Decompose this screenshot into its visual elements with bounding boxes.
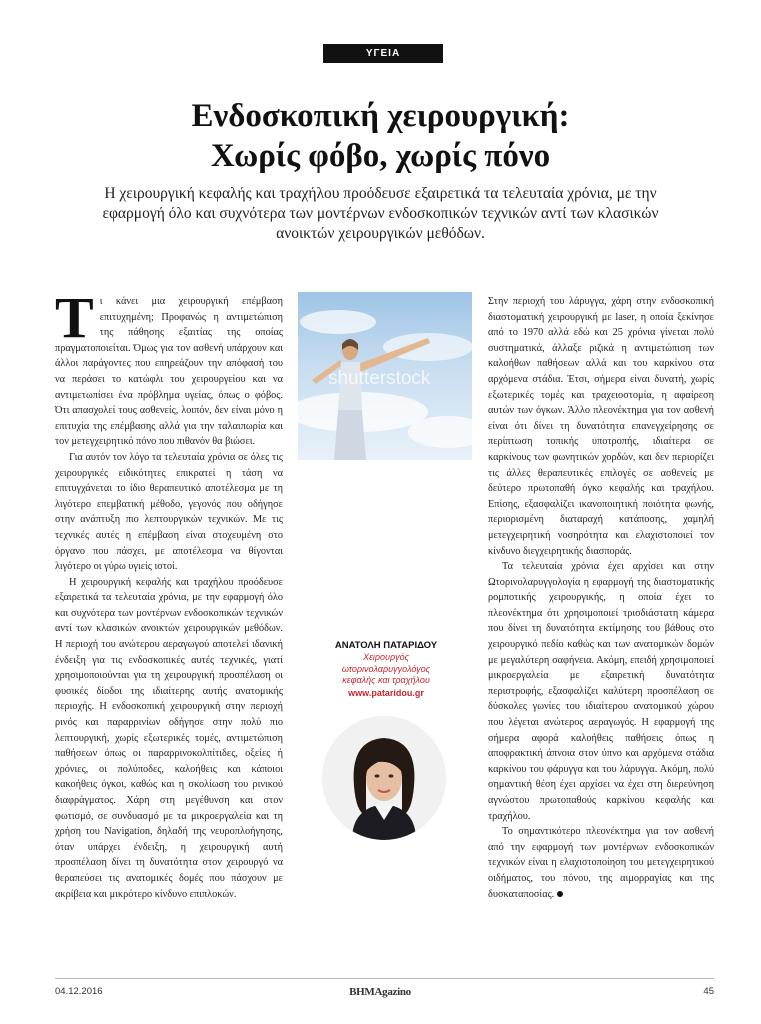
author-byline xyxy=(296,640,476,699)
author-role-1: Χειρουργός xyxy=(362,652,410,662)
paragraph: Για αυτόν τον λόγο τα τελευταία χρόνια σε όλες τις χειρουργικές ειδικότητες επικρατεί η τάση να επιτυγχάνεται το ίδιο θεραπευτικό αποτέλεσμα με τη λιγότερο επεμβατική μέθοδο, γεγονός που οδήγησε στην ανάπτυξη πιο λεπτουργικών τεχνικών. Με τις τεχνικές αυτές η επέμβαση είναι στοχευμένη στο όργανο που πάσχει, με αποτέλεσμα να θίγονται λιγότερο οι γύρω υγιείς ιστοί. xyxy=(55,451,283,573)
paragraph: Τα τελευταία χρόνια έχει αρχίσει και στην Ωτορινολαρυγγολογία η εφαρμογή της διαστοματικής ρομποτικής χειρουργικής, η οποία έχει το πλεονέκτημα ότι χρησιμοποιεί τρισδιάστατη κάμερα που δίνει τη δυνατότητα εκτίμησης του βάθους στο χειρουργικό πεδίο καθώς και των ανατομικών δομών με μεγαλύτερη σαφήνεια. Ακόμη, επειδή χρησιμοποιεί μικροεργαλεία με εξαιρετική δυνατότητα περιστροφής, εξασφαλίζει καλύτερη προσπέλαση σε δύσκολες γωνίες του ιδιαίτερου ανατομικού χώρου που λέγεται ανώτερος αεραγωγός. Η εφαρμογή της σήμερα αφορά καλοήθεις παθήσεις όπως η αποφρακτική άπνοια στον ύπνο και αρχόμενα στάδια καρκίνου του φάρυγγα και του λάρυγγα. Ακόμη, πολύ σημαντική θέση έχει αρχίσει να έχει στη διερεύνηση αγνώστου πρωτοπαθούς καρκίνου κεφαλής και τραχήλου. xyxy=(488,561,714,822)
article-title xyxy=(40,96,721,176)
author-role-3: κεφαλής και τραχήλου xyxy=(342,675,430,685)
page-number: 45 xyxy=(703,986,714,997)
article-column-3 xyxy=(488,294,714,902)
paragraph: Τι κάνει μια χειρουργική επέμβαση επιτυχημένη; Προφανώς η αντιμετώπιση της πάθησης εξαιτίας της οποίας πραγματοποιείται. Όμως για τον ασθενή υπάρχουν και άλλοι παράγοντες που επηρεάζουν την απόφασή του να περάσει το κατώφλι του χειρουργείου και να αντιμετωπίσει ένα πρόβλημα υγείας, όπως ο φόβος. Ότι απασχολεί τους ασθενείς, λοιπόν, δεν είναι μόνο η επιτυχία της επέμβασης αλλά για την ταλαιπωρία και τον μετεγχειρητικό πόνο που πιθανόν θα βιώσει. xyxy=(55,285,283,448)
title-line-2: Χωρίς φόβο, χωρίς πόνο xyxy=(210,138,551,174)
title-line-1: Ενδοσκοπική χειρουργική: xyxy=(191,98,570,134)
paragraph: Το σημαντικότερο πλεονέκτημα για τον ασθενή από την εφαρμογή των μοντέρνων ενδοσκοπικών τεχνικών είναι η ελαχιστοποίηση του μετεγχειρητικού οιδήματος, του πόνου, της αιμορραγίας και της δυσκαταποσίας. xyxy=(488,826,714,900)
paragraph: Στην περιοχή του λάρυγγα, χάρη στην ενδοσκοπική διαστοματική χειρουργική με laser, η οποία ξεκίνησε από το 1970 αλλά εδώ και 25 χρόνια γίνεται πολύ συστηματικά, άλλαξε ριζικά η αντιμετώπιση των καλοήθων παθήσεων αλλά και του καρκίνου στα αρχόμενα στάδια. Έτσι, σήμερα είναι δυνατή, χωρίς εξωτερικές τομές και τραχειοστομία, η αφαίρεση αυτών των όγκων. Άλλο πλεονέκτημα για τον ασθενή είναι ότι δίνει τη δυνατότητα επανεγχείρησης σε περίπτωση τοπικής υποτροπής, ιδιαίτερα σε καρκίνους των φωνητικών χορδών, και δεν περιορίζει τις άλλες θεραπευτικές επιλογές σε ασθενείς με δεύτερο πρωτοπαθή όγκο κεφαλής και τραχήλου. Επίσης, εξασφαλίζει ικανοποιητική ποιότητα φωνής, περιορισμένη διαταραχή κατάποσης, χαμηλή μετεγχειρητική νοσηρότητα και ελαχιστοποιεί τον κίνδυνο διεγχειρητικής διασποράς. xyxy=(488,296,714,557)
watermark: shutterstock xyxy=(328,368,431,389)
author-role-2: ωτορινολαρυγγολόγος xyxy=(341,663,431,674)
magazine-logo: ΒΗΜΑgazino xyxy=(349,986,411,998)
author-name: ΑΝΑΤΟΛΗ ΠΑΤΑΡΙΔΟΥ xyxy=(334,640,438,651)
author-website-link[interactable]: www.pataridou.gr xyxy=(348,687,424,698)
woman-sky-photo xyxy=(298,292,472,460)
section-tag: ΥΓΕΙΑ xyxy=(323,44,443,63)
footer-divider xyxy=(55,978,714,979)
paragraph: Η χειρουργική κεφαλής και τραχήλου προόδευσε εξαιρετικά τα τελευταία χρόνια, με την εφαρμογή όλο και συχνότερα των μοντέρνων ενδοσκοπικών τεχνικών αντί των κλασικών ανοικτών χειρουργικών μεθόδων. Η περιοχή του ανώτερου αεραγωγού αποτελεί ιδανική ένδειξη για τις ενδοσκοπικές αυτές τεχνικές, γιατί χρησιμοποιούνται για τη χειρουργική προσπέλαση οι φυσικές δίοδοι της ιδιαίτερης αυτής ανατομικής περιοχής. Η ενδοσκοπική χειρουργική στην περιοχή ρινός και παραρρινίων οδήγησε στην πολύ πιο λεπτουργική, χωρίς εξωτερικές τομές, αντιμετώπιση παθήσεων όπως οι παραρρινοκολπίτιδες, οξείες ή χρόνιες, οι πολύποδες, καλοήθεις και κάποιοι κακοήθεις όγκοι, καθώς και η σκολίωση του ρινικού διαφράγματος. Χάρη στη μεγέθυνση και στον φωτισμό, σε συνδυασμό με τα μικροεργαλεία και τη χρήση του Navigation, δηλαδή της νευροπλοήγησης, όταν υπάρχει ένδειξη, η χειρουργική αυτή προσπέλαση δίνει τη δυνατότητα στον χειρουργό να θεραπεύσει τις ανατομικές δομές που πάσχουν με ακρίβεια και μικρότερο κίνδυνο επιπλοκών. xyxy=(55,576,283,900)
drop-cap: Τ xyxy=(55,285,94,350)
issue-date: 04.12.2016 xyxy=(55,986,103,997)
author-portrait xyxy=(322,716,446,840)
article-subtitle: Η χειρουργική κεφαλής και τραχήλου προόδευσε εξαιρετικά τα τελευταία χρόνια, με την εφαρμογή όλο και συχνότερα των μοντέρνων ενδοσκοπικών τεχνικών αντί των κλασικών ανοικτών χειρουργικών μεθόδων. xyxy=(102,185,659,242)
article-column-1 xyxy=(55,285,283,902)
end-mark-icon xyxy=(557,891,563,897)
